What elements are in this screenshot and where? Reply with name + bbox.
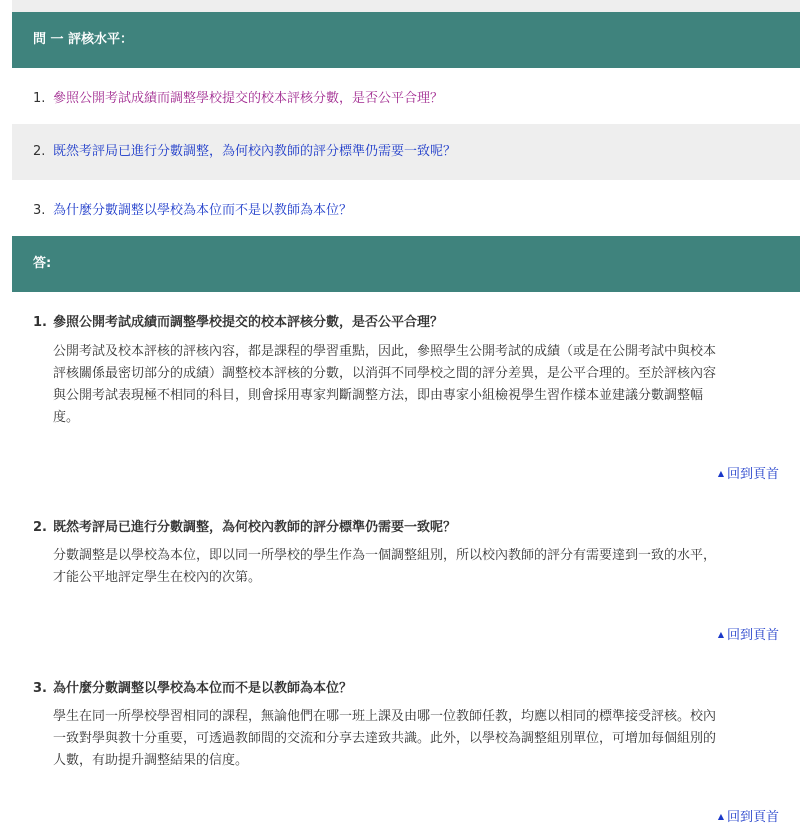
answer-title-text: 既然考評局已進行分數調整，為何校內教師的評分標準仍需要一致呢？ (53, 520, 457, 535)
back-to-top-label: 回到頁首 (726, 810, 779, 825)
answer-line: 人數，有助提升調整結果的信度。 (53, 753, 249, 768)
answer-title-text: 參照公開考試成績而調整學校提交的校本評核分數，是否公平合理？ (53, 315, 444, 330)
answer-line: 度。 (53, 410, 80, 425)
questions-header: 問 一 評核水平： (12, 12, 800, 68)
triangle-up-icon: ▲ (717, 469, 724, 478)
answer-body (53, 706, 773, 772)
answer-line: 與公開考試表現極不相同的科目，則會採用專家判斷調整方法，即由專家小組檢視學生習作樣本並建議分數調整幅 (53, 388, 704, 403)
back-to-top-link[interactable] (718, 806, 779, 825)
back-to-top-link[interactable] (718, 624, 779, 643)
answer-body (53, 545, 773, 589)
question-item (12, 183, 800, 239)
question-link-2[interactable]: 既然考評局已進行分數調整，為何校內教師的評分標準仍需要一致呢？ (53, 144, 457, 159)
question-number: 2. (33, 144, 46, 159)
answer-line: 學生在同一所學校學習相同的課程，無論他們在哪一班上課及由哪一位教師任教，均應以相同的標準接受評核。校內 (53, 709, 717, 724)
answer-body (53, 341, 773, 429)
answer-title (33, 677, 352, 696)
answer-line: 才能公平地評定學生在校內的次第。 (53, 570, 262, 585)
answer-number: 2. (33, 520, 47, 535)
answer-title-text: 為什麼分數調整以學校為本位而不是以教師為本位？ (53, 681, 353, 696)
question-number: 3. (33, 203, 46, 218)
answer-title (33, 516, 456, 535)
triangle-up-icon: ▲ (717, 630, 724, 639)
answer-line: 分數調整是以學校為本位，即以同一所學校的學生作為一個調整組別，所以校內教師的評分有需要達到一致的水平， (53, 548, 717, 563)
question-item (12, 71, 800, 127)
question-item (12, 124, 800, 180)
back-to-top-label: 回到頁首 (726, 628, 779, 643)
answer-number: 1. (33, 315, 47, 330)
triangle-up-icon: ▲ (717, 812, 724, 821)
answer-title (33, 311, 443, 330)
question-link-1[interactable]: 參照公開考試成績而調整學校提交的校本評核分數，是否公平合理？ (53, 91, 444, 106)
top-strip (12, 0, 800, 12)
answer-number: 3. (33, 681, 47, 696)
answer-line: 公開考試及校本評核的評核內容，都是課程的學習重點，因此，參照學生公開考試的成績（或是在公開考試中與校本 (53, 344, 717, 359)
question-number: 1. (33, 91, 46, 106)
answer-line: 評核關係最密切部分的成績）調整校本評核的分數，以消弭不同學校之間的評分差異，是公平合理的。至於評核內容 (53, 366, 717, 381)
question-link-3[interactable]: 為什麼分數調整以學校為本位而不是以教師為本位？ (53, 203, 353, 218)
back-to-top-label: 回到頁首 (726, 467, 779, 482)
answer-line: 一致對學與教十分重要，可透過教師間的交流和分享去達致共識。此外，以學校為調整組別單位，可增加每個組別的 (53, 731, 717, 746)
answers-header: 答: (12, 236, 800, 292)
back-to-top-link[interactable] (718, 463, 779, 482)
